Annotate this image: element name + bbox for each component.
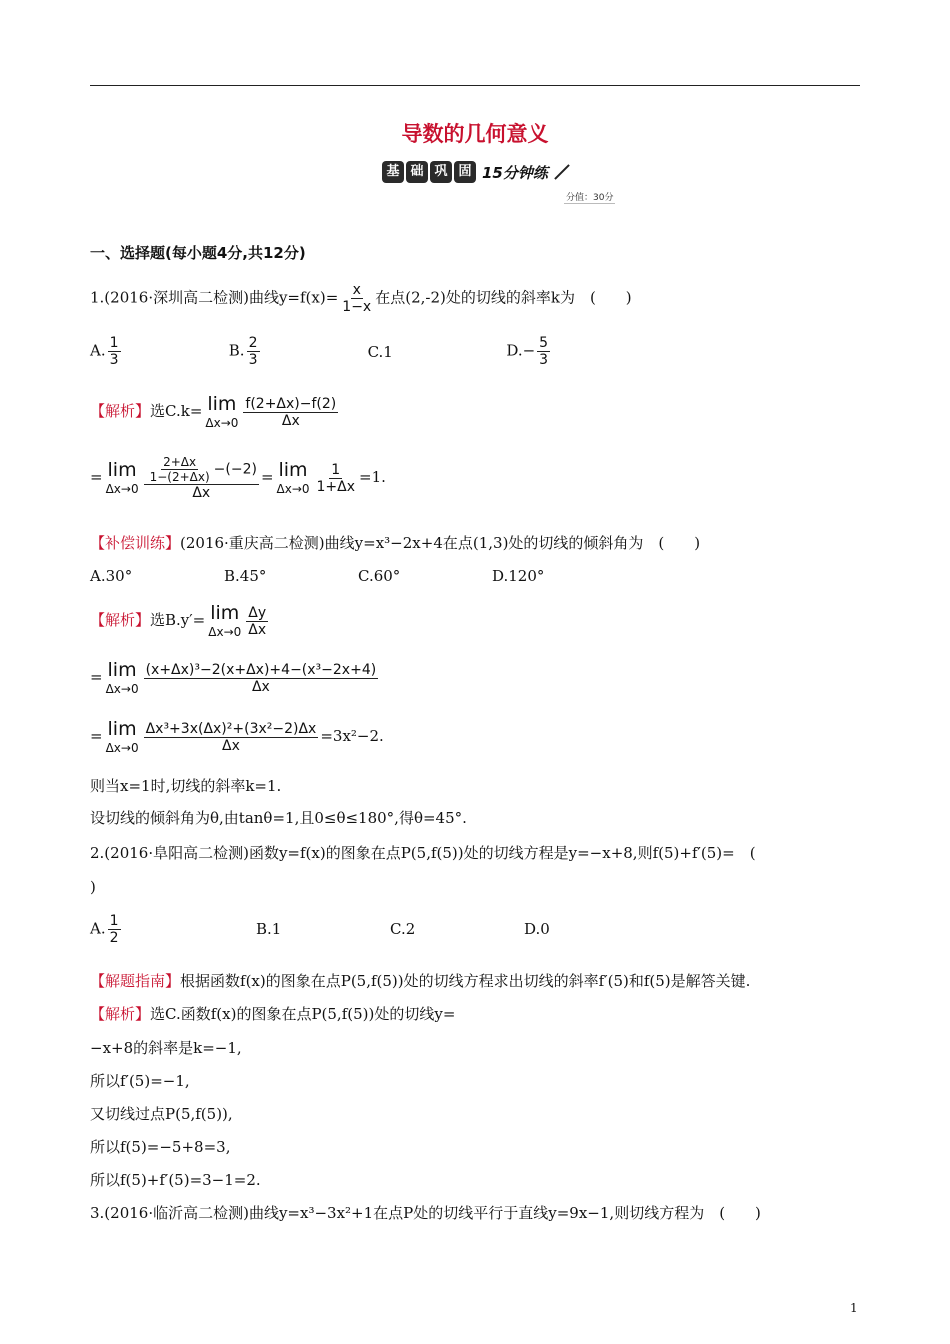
lim-word: lim [210,602,240,624]
guide-text: 根据函数f(x)的图象在点P(5,f(5))处的切线方程求出切线的斜率f′(5)和f(5)是解答关键. [180,972,751,990]
q2-stem: 2.(2016·阜阳高二检测)函数y=f(x)的图象在点P(5,f(5))处的切线方程是y=−x+8,则f(5)+f′(5)= ( [90,844,756,862]
analysis-tag: 【解析】 [90,1005,151,1023]
badge-char: 基 [382,161,404,183]
frac-num: Δy [248,604,267,621]
lim-sub: Δx→0 [105,482,139,496]
option-b: B. [228,341,245,360]
q2-options [90,913,658,946]
eq-sign: = [90,468,103,486]
limit-symbol [106,460,139,496]
frac-num [144,455,259,485]
option-b: B.45° [224,567,267,585]
option-d: D.− [506,341,536,360]
frac-num: Δx³+3x(Δx)²+(3x²−2)Δx [145,720,317,737]
q1-stem-a: 1.(2016·深圳高二检测)曲线y=f(x)= [90,288,339,307]
sol-frac [144,662,379,695]
lim-word: lim [107,718,137,740]
lim-word: lim [107,659,137,681]
option-a-frac [108,335,121,368]
frac-num: 1 [109,913,119,929]
q2-solution-line2: −x+8的斜率是k=−1, [90,1039,242,1057]
frac-num: 1 [331,461,341,478]
frac-num: (x+Δx)³−2(x+Δx)+4−(x³−2x+4) [145,661,377,678]
option-d: D.120° [492,567,545,585]
frac-den: Δx [222,737,240,754]
analysis-tag: 【解析】 [90,611,151,629]
guide-tag: 【解题指南】 [90,972,181,990]
limit-symbol [205,394,238,430]
badge-time: 15分钟练 [482,163,548,182]
eq-sign: = [90,727,103,745]
option-a-frac [108,913,121,946]
frac-den: 3 [248,352,258,368]
frac-tail: −(−2) [213,461,257,478]
compound-frac [144,455,259,501]
limit-symbol [208,603,241,639]
frac-num: 2 [248,335,258,351]
sol-text: =1. [359,468,386,486]
option-a: A. [90,341,106,360]
score-label: 分值：30分 [564,190,615,204]
sol-frac [243,396,338,429]
sol-frac [246,605,268,638]
frac-den: 2 [109,930,119,946]
page-number: 1 [850,1301,858,1315]
bc-solution-line3 [90,719,384,755]
badge-char: 巩 [430,161,452,183]
q2-solution-line1 [90,1004,455,1024]
bc-stem [90,533,700,553]
frac-den: 3 [539,352,549,368]
lim-sub: Δx→0 [208,625,242,639]
option-b: B.1 [256,919,282,938]
analysis-tag: 【解析】 [90,402,151,420]
frac-num: x [352,282,361,298]
lim-sub: Δx→0 [276,482,310,496]
eq-sign: = [90,668,103,686]
bc-solution-line2 [90,660,380,696]
option-a: A.30° [90,567,133,585]
frac-num: f(2+Δx)−f(2) [245,395,337,412]
practice-tag: 【补偿训练】 [90,534,181,552]
lim-sub: Δx→0 [105,682,139,696]
pen-stroke-icon [554,164,570,180]
header-rule [90,85,860,86]
frac-num: 2+Δx [163,455,197,469]
q1-solution-line1 [90,394,340,430]
q2-solution-line6: 所以f(5)+f′(5)=3−1=2. [90,1171,261,1189]
eq-sign: = [260,468,274,486]
section-badge [382,161,572,183]
frac-num: 1 [109,335,119,351]
q1-fraction [340,282,373,315]
q3-stem: 3.(2016·临沂高二检测)曲线y=x³−3x²+1在点P处的切线平行于直线y=9x−1,则切线方程为 ( ) [90,1204,761,1222]
limit-symbol [106,660,139,696]
option-c: C.2 [390,919,416,938]
q2-stem-cont: ) [90,878,96,896]
sol-text: 选B.y′= [150,611,206,629]
sol-text: 选C.k= [150,402,203,420]
option-c: C.60° [358,567,401,585]
sol-text: 选C.函数f(x)的图象在点P(5,f(5))处的切线y= [150,1005,456,1023]
frac-den: 1+Δx [316,478,356,495]
option-d: D.0 [524,919,550,938]
option-c: C.1 [367,342,393,361]
q1-options [90,335,640,368]
sol-text: =3x²−2. [320,727,384,745]
lim-word: lim [207,393,237,415]
bc-solution-line5: 设切线的倾斜角为θ,由tanθ=1,且0≤θ≤180°,得θ=45°. [90,809,467,827]
bc-stem-text: (2016·重庆高二检测)曲线y=x³−2x+4在点(1,3)处的切线的倾斜角为 ( ) [180,534,701,552]
q1-stem [90,282,632,315]
lim-sub: Δx→0 [205,416,239,430]
frac-den: 3 [109,352,119,368]
badge-char: 固 [454,161,476,183]
frac-den: Δx [248,621,267,638]
lim-word: lim [278,459,308,481]
frac-den: Δx [251,678,270,695]
frac-den: 1−x [342,299,372,315]
frac-den: Δx [192,485,211,501]
inner-frac [148,455,212,484]
bc-options [90,566,626,586]
q2-solution-line5: 所以f(5)=−5+8=3, [90,1138,231,1156]
bc-solution-line4: 则当x=1时,切线的斜率k=1. [90,777,282,795]
q2-guide [90,971,750,991]
option-b-frac [247,335,260,368]
sol-frac [144,721,319,754]
frac-den: 1−(2+Δx) [149,470,210,484]
q1-stem-b: 在点(2,-2)处的切线的斜率k为 ( ) [375,288,632,307]
option-d-frac [537,335,550,368]
lim-sub: Δx→0 [105,741,139,755]
limit-symbol [277,460,310,496]
q2-solution-line3: 所以f′(5)=−1, [90,1072,190,1090]
limit-symbol [106,719,139,755]
badge-char: 础 [406,161,428,183]
page-title: 导数的几何意义 [401,122,549,146]
option-a: A. [90,919,106,938]
bc-solution-line1 [90,603,270,639]
q2-solution-line4: 又切线过点P(5,f(5)), [90,1105,233,1123]
lim-word: lim [107,459,137,481]
q1-solution-line2 [90,455,386,501]
section-heading: 一、选择题(每小题4分,共12分) [90,244,306,262]
frac-num: 5 [539,335,549,351]
frac-den: Δx [281,412,300,429]
sol-frac [315,462,358,495]
